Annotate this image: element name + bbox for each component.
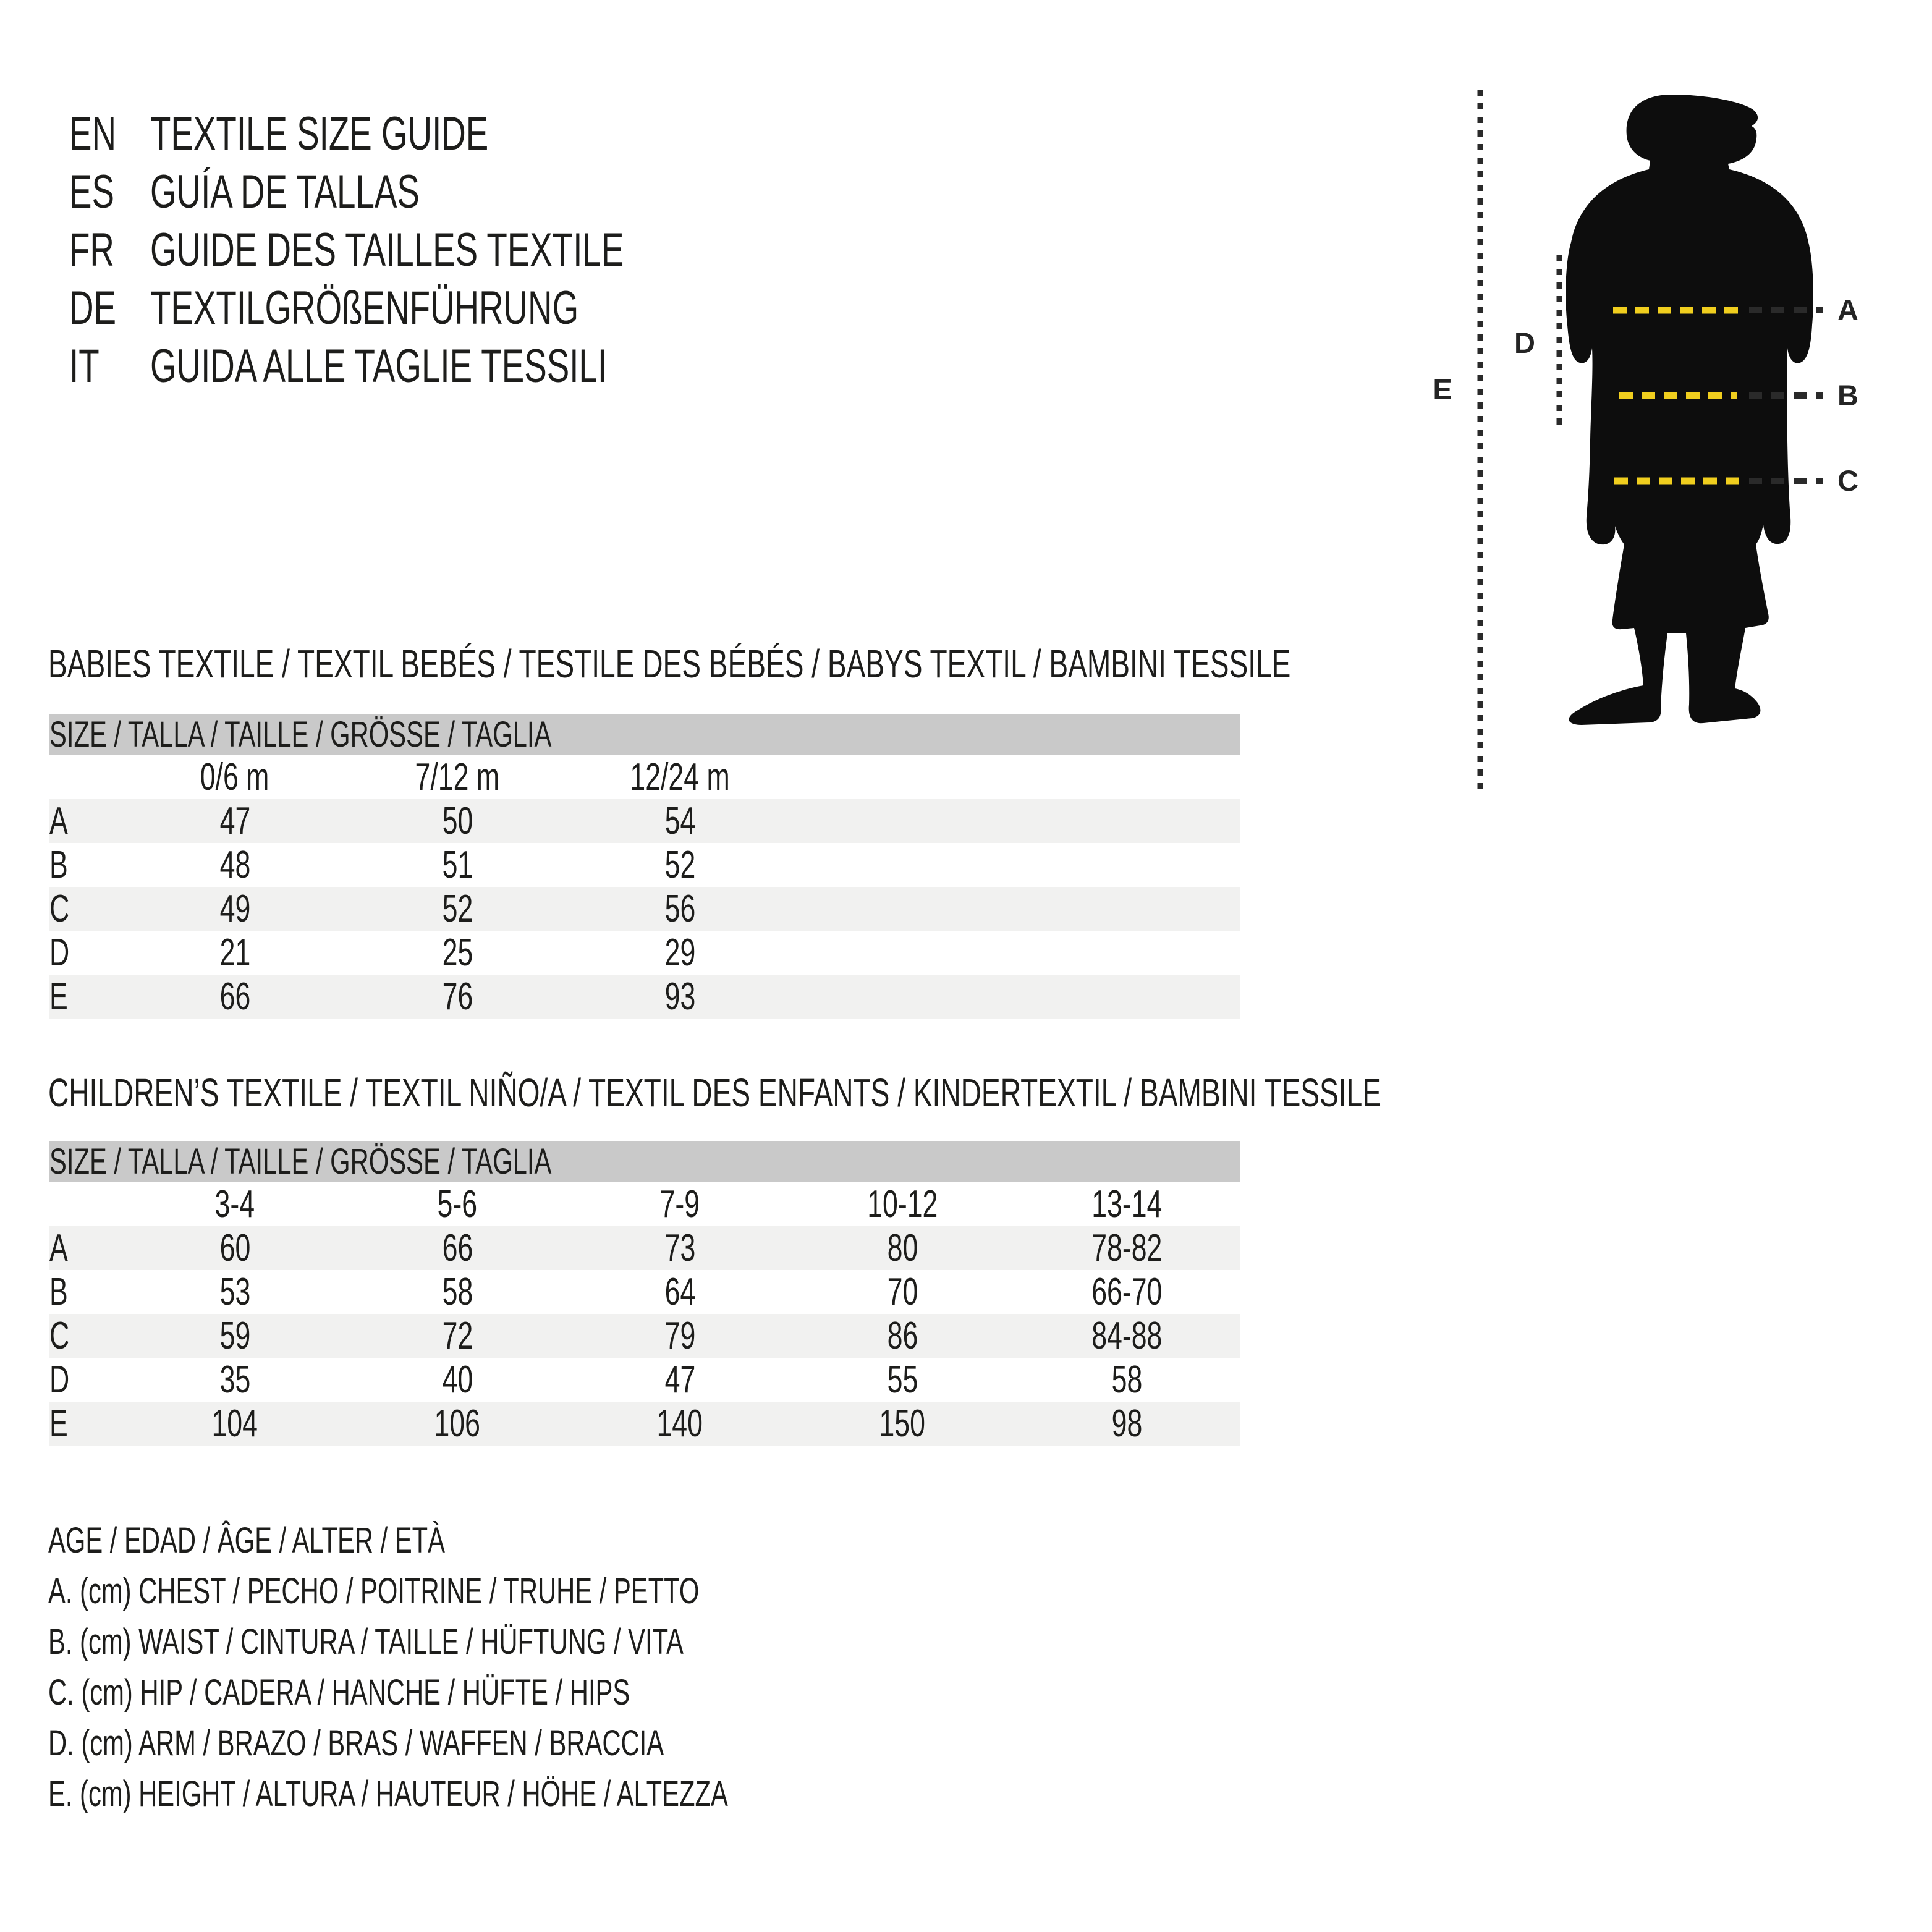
table-row bbox=[49, 887, 1240, 931]
size-value: 64 bbox=[664, 1271, 695, 1313]
size-value: 72 bbox=[442, 1315, 473, 1357]
language-code: IT bbox=[69, 340, 100, 392]
size-value: 73 bbox=[664, 1227, 695, 1269]
measurement-diagram bbox=[1415, 74, 1928, 803]
row-label: E bbox=[49, 975, 68, 1018]
size-value: 66 bbox=[219, 975, 250, 1018]
size-value: 86 bbox=[887, 1315, 918, 1357]
legend-arm-line: D. (cm) ARM / BRAZO / BRAS / WAFFEN / BRACCIA bbox=[48, 1723, 664, 1763]
table-header-bar bbox=[49, 714, 1240, 755]
size-header-label: SIZE / TALLA / TAILLE / GRÖSSE / TAGLIA bbox=[49, 714, 552, 755]
table-row bbox=[49, 1226, 1240, 1270]
row-label: C bbox=[49, 888, 70, 930]
legend-age-line: AGE / EDAD / ÂGE / ALTER / ETÀ bbox=[48, 1520, 446, 1561]
size-value: 52 bbox=[442, 888, 473, 930]
legend-height-line: E. (cm) HEIGHT / ALTURA / HAUTEUR / HÖHE / ALTEZZA bbox=[48, 1774, 728, 1814]
label-hip-c: C bbox=[1837, 464, 1858, 497]
table-row bbox=[49, 931, 1240, 975]
size-value: 48 bbox=[219, 844, 250, 886]
table-row bbox=[49, 1314, 1240, 1358]
size-value: 55 bbox=[887, 1358, 918, 1401]
size-value: 49 bbox=[219, 888, 250, 930]
size-value: 106 bbox=[434, 1402, 481, 1445]
language-row-fr bbox=[69, 221, 1058, 279]
size-value: 58 bbox=[442, 1271, 473, 1313]
column-header: 7-9 bbox=[659, 1183, 700, 1226]
size-value: 21 bbox=[219, 931, 250, 974]
language-code: FR bbox=[69, 224, 114, 276]
column-header: 7/12 m bbox=[415, 756, 500, 799]
size-value: 84-88 bbox=[1091, 1315, 1163, 1357]
language-title: GUIDA ALLE TAGLIE TESSILI bbox=[150, 340, 608, 392]
column-header: 5-6 bbox=[437, 1183, 478, 1226]
column-header: 0/6 m bbox=[200, 756, 269, 799]
language-title: TEXTILE SIZE GUIDE bbox=[150, 108, 489, 160]
column-header: 12/24 m bbox=[630, 756, 730, 799]
size-value: 40 bbox=[442, 1358, 473, 1401]
language-row-it bbox=[69, 337, 1058, 396]
language-row-de bbox=[69, 279, 1058, 337]
size-value: 66 bbox=[442, 1227, 473, 1269]
babies-size-table bbox=[49, 714, 1240, 1019]
size-value: 54 bbox=[664, 800, 695, 842]
table-header-bar bbox=[49, 1141, 1240, 1182]
child-silhouette bbox=[1566, 95, 1813, 725]
table-row bbox=[49, 1270, 1240, 1314]
legend-chest-line: A. (cm) CHEST / PECHO / POITRINE / TRUHE / PETTO bbox=[48, 1571, 700, 1611]
size-value: 58 bbox=[1111, 1358, 1143, 1401]
size-header-label: SIZE / TALLA / TAILLE / GRÖSSE / TAGLIA bbox=[49, 1142, 552, 1182]
size-value: 140 bbox=[656, 1402, 703, 1445]
row-label: C bbox=[49, 1315, 70, 1357]
size-value: 47 bbox=[664, 1358, 695, 1401]
language-title: TEXTILGRÖßENFÜHRUNG bbox=[150, 282, 579, 334]
row-label: B bbox=[49, 844, 68, 886]
column-header: 13-14 bbox=[1091, 1183, 1163, 1226]
size-value: 52 bbox=[664, 844, 695, 886]
size-value: 79 bbox=[664, 1315, 695, 1357]
label-waist-b: B bbox=[1837, 379, 1858, 412]
table-row bbox=[49, 1402, 1240, 1446]
size-value: 47 bbox=[219, 800, 250, 842]
row-label: D bbox=[49, 1358, 70, 1401]
size-value: 150 bbox=[879, 1402, 926, 1445]
size-value: 78-82 bbox=[1091, 1227, 1163, 1269]
language-row-en bbox=[69, 105, 1058, 163]
table-row bbox=[49, 1358, 1240, 1402]
legend-hip-line: C. (cm) HIP / CADERA / HANCHE / HÜFTE / HIPS bbox=[48, 1672, 630, 1713]
row-label: B bbox=[49, 1271, 68, 1313]
language-title: GUIDE DES TAILLES TEXTILE bbox=[150, 224, 624, 276]
label-height-e: E bbox=[1433, 373, 1452, 405]
size-value: 56 bbox=[664, 888, 695, 930]
language-title: GUÍA DE TALLAS bbox=[150, 166, 420, 218]
size-value: 70 bbox=[887, 1271, 918, 1313]
row-label: A bbox=[49, 800, 68, 842]
babies-section-title: BABIES TEXTILE / TEXTIL BEBÉS / TESTILE DES BÉBÉS / BABYS TEXTIL / BAMBINI TESSILE bbox=[48, 642, 1291, 686]
language-code: ES bbox=[69, 166, 115, 218]
size-value: 93 bbox=[664, 975, 695, 1018]
size-value: 35 bbox=[219, 1358, 250, 1401]
table-row bbox=[49, 843, 1240, 887]
children-size-table bbox=[49, 1141, 1240, 1446]
size-value: 98 bbox=[1111, 1402, 1143, 1445]
language-code: DE bbox=[69, 282, 117, 334]
label-arm-d: D bbox=[1514, 326, 1535, 359]
size-value: 29 bbox=[664, 931, 695, 974]
size-value: 76 bbox=[442, 975, 473, 1018]
column-header-row bbox=[49, 1182, 1240, 1226]
size-value: 53 bbox=[219, 1271, 250, 1313]
language-row-es bbox=[69, 163, 1058, 221]
table-row bbox=[49, 975, 1240, 1019]
size-value: 50 bbox=[442, 800, 473, 842]
column-header: 10-12 bbox=[866, 1183, 938, 1226]
row-label: D bbox=[49, 931, 70, 974]
children-section-title: CHILDREN’S TEXTILE / TEXTIL NIÑO/A / TEXTIL DES ENFANTS / KINDERTEXTIL / BAMBINI TESSILE bbox=[48, 1070, 1381, 1115]
language-code: EN bbox=[69, 108, 117, 160]
size-value: 25 bbox=[442, 931, 473, 974]
row-label: E bbox=[49, 1402, 68, 1445]
size-value: 59 bbox=[219, 1315, 250, 1357]
size-value: 66-70 bbox=[1091, 1271, 1163, 1313]
legend-waist-line: B. (cm) WAIST / CINTURA / TAILLE / HÜFTUNG / VITA bbox=[48, 1622, 684, 1662]
column-header: 3-4 bbox=[214, 1183, 255, 1226]
column-header-row bbox=[49, 755, 1240, 799]
label-chest-a: A bbox=[1837, 294, 1858, 326]
table-row bbox=[49, 799, 1240, 843]
size-value: 51 bbox=[442, 844, 473, 886]
size-value: 80 bbox=[887, 1227, 918, 1269]
size-value: 104 bbox=[211, 1402, 258, 1445]
size-value: 60 bbox=[219, 1227, 250, 1269]
row-label: A bbox=[49, 1227, 68, 1269]
